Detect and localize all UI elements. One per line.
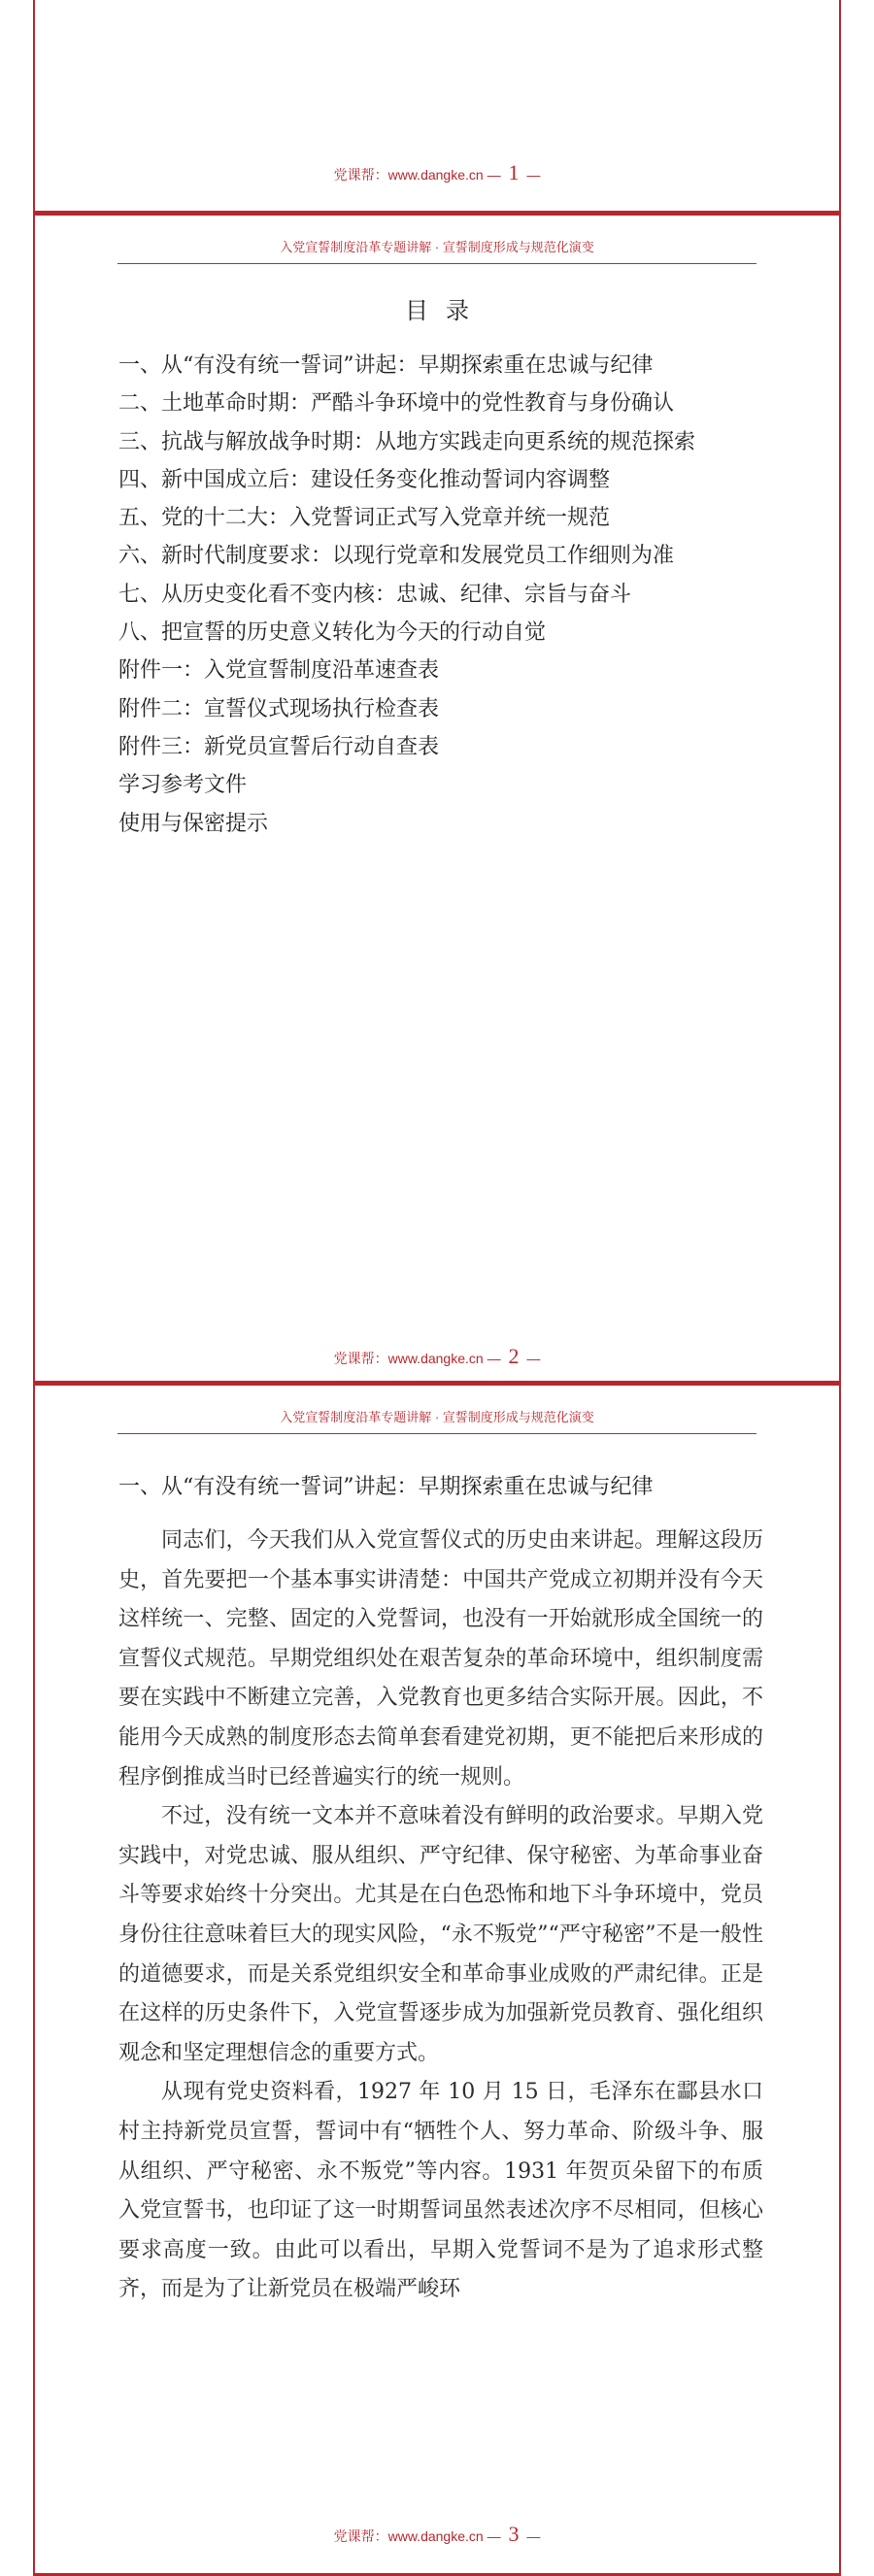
page-footer	[35, 1344, 839, 1369]
page-footer	[35, 2522, 839, 2547]
page-header: 入党宣誓制度沿革专题讲解 · 宣誓制度形成与规范化演变	[118, 237, 756, 264]
footer-dash-left: —	[487, 1351, 501, 1366]
toc-item[interactable]: 附件一：入党宣誓制度沿革速查表	[118, 658, 440, 684]
page-header: 入党宣誓制度沿革专题讲解 · 宣誓制度形成与规范化演变	[118, 1407, 756, 1434]
footer-prefix: 党课帮：	[333, 1351, 388, 1366]
toc-item[interactable]: 六、新时代制度要求：以现行党章和发展党员工作细则为准	[118, 544, 675, 569]
toc-title: 目录	[405, 297, 487, 324]
page-number: 3	[508, 2522, 520, 2546]
footer-dash-left: —	[487, 2528, 501, 2544]
footer-dash-right: —	[526, 2528, 541, 2544]
toc-item[interactable]: 七、从历史变化看不变内核：忠诚、纪律、宗旨与奋斗	[118, 582, 632, 607]
footer-dash-right: —	[526, 1351, 541, 1366]
footer-prefix: 党课帮：	[333, 167, 388, 183]
toc-item[interactable]: 使用与保密提示	[118, 811, 269, 836]
footer-dash-right: —	[526, 167, 541, 183]
page-2	[33, 213, 841, 1384]
paragraph: 同志们，今天我们从入党宣誓仪式的历史由来讲起。理解这段历史，首先要把一个基本事实讲清楚：中国共产党成立初期并没有今天这样统一、完整、固定的入党誓词，也没有一开始就形成全国统一的宣誓仪式规范。早期党组织处在艰苦复杂的革命环境中，组织制度需要在实践中不断建立完善，入党教育也更多结合实际开展。因此，不能用今天成熟的制度形态去简单套看建党初期，更不能把后来形成的程序倒推成当时已经普遍实行的统一规则。	[118, 1528, 763, 1790]
page-number: 1	[508, 160, 520, 184]
toc-item[interactable]: 学习参考文件	[118, 773, 248, 798]
section-heading: 一、从“有没有统一誓词”讲起：早期探索重在忠诚与纪律	[118, 1475, 654, 1499]
paragraph: 不过，没有统一文本并不意味着没有鲜明的政治要求。早期入党实践中，对党忠诚、服从组织、严守纪律、保守秘密、为革命事业奋斗等要求始终十分突出。尤其是在白色恐怖和地下斗争环境中，党员身份往往意味着巨大的现实风险，“永不叛党”“严守秘密”不是一般性的道德要求，而是关系党组织安全和革命事业成败的严肃纪律。正是在这样的历史条件下，入党宣誓逐步成为加强新党员教育、强化组织观念和坚定理想信念的重要方式。	[118, 1804, 763, 2065]
page-footer	[35, 160, 839, 185]
toc-item[interactable]: 附件三：新党员宣誓后行动自查表	[118, 734, 440, 759]
footer-dash-left: —	[487, 167, 501, 183]
paragraph: 从现有党史资料看，1927 年 10 月 15 日，毛泽东在酃县水口村主持新党员宣誓，誓词中有“牺牲个人、努力革命、阶级斗争、服从组织、严守秘密、永不叛党”等内容。1931 年贺页朵留下的布质入党宣誓书，也印证了这一时期誓词虽然表述次序不尽相同，但核心要求高度一致。由此可以看出，早期入党誓词不是为了追求形式整齐，而是为了让新党员在极端严峻环	[118, 2080, 763, 2302]
toc-item[interactable]: 一、从“有没有统一誓词”讲起：早期探索重在忠诚与纪律	[118, 353, 654, 378]
page-number: 2	[508, 1344, 520, 1368]
toc-item[interactable]: 附件二：宣誓仪式现场执行检查表	[118, 696, 440, 721]
page-3	[33, 1383, 841, 2576]
page-1	[33, 0, 841, 214]
footer-prefix: 党课帮：	[333, 2528, 388, 2544]
section-body	[118, 1522, 763, 2310]
toc-item[interactable]: 三、抗战与解放战争时期：从地方实践走向更系统的规范探索	[118, 429, 696, 454]
toc-item[interactable]: 八、把宣誓的历史意义转化为今天的行动自觉	[118, 620, 547, 646]
footer-site[interactable]: www.dangke.cn	[387, 2528, 484, 2544]
footer-site[interactable]: www.dangke.cn	[387, 1351, 484, 1366]
toc-list	[118, 347, 781, 843]
toc-item[interactable]: 四、新中国成立后：建设任务变化推动誓词内容调整	[118, 467, 611, 492]
footer-site[interactable]: www.dangke.cn	[387, 167, 484, 183]
toc-item[interactable]: 五、党的十二大：入党誓词正式写入党章并统一规范	[118, 506, 611, 531]
toc-item[interactable]: 二、土地革命时期：严酷斗争环境中的党性教育与身份确认	[118, 391, 675, 417]
